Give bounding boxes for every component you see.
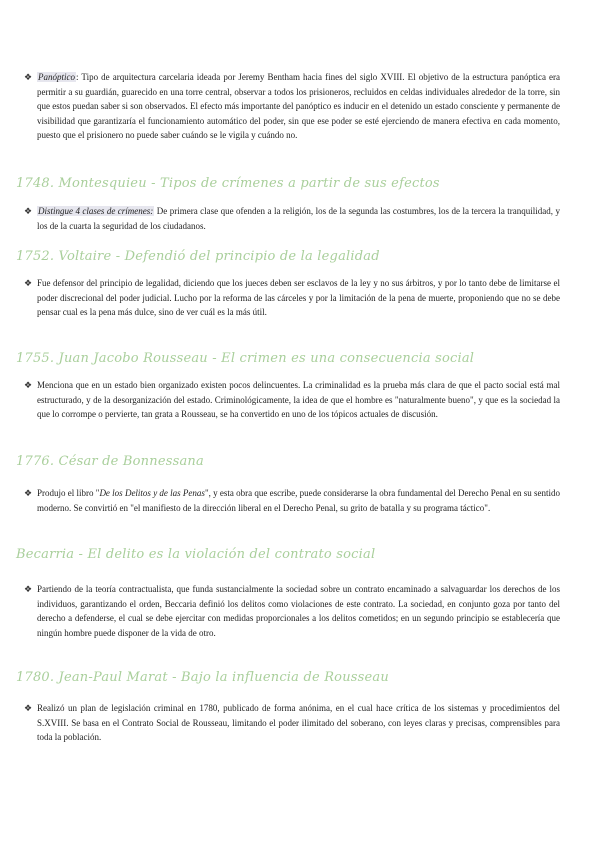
beccaria-heading: Becarria - El delito es la violación del contrato social	[16, 547, 376, 562]
book-title: De los Delitos y de las Penas	[99, 488, 205, 498]
panoptico-text: : Tipo de arquitectura carcelaria ideada por Jeremy Bentham hacia fines del siglo XVIII. El objetivo de la estructura panóptica era permitir a su guardián, guarecido en una torre central, observar a todos los prisioneros, recluidos en celdas individuales alrededor de la torre, sin que estos puedan saber si son observados. El efecto más importante del panóptico es inducir en el detenido un estado consciente y permanente de visibilidad que garantizaría el funcionamiento automático del poder, sin que ese poder se esté ejerciendo de manera efectiva en cada momento, puesto que el prisionero no puede saber cuándo se le vigila y cuándo no.	[37, 72, 560, 141]
bonnessana-heading: 1776. César de Bonnessana	[16, 454, 204, 469]
marat-text: Realizó un plan de legislación criminal en 1780, publicado de forma anónima, en el cual hace crítica de los sistemas y procedimientos del S.XVIII. Se basa en el Contrato Social de Rousseau, limitando el poder ilimitado del soberano, con leyes claras y precisas, comprensibles para toda la población.	[37, 703, 560, 743]
beccaria-text: Partiendo de la teoría contractualista, que funda sustancialmente la sociedad sobre un contrato encaminado a salvaguardar los derechos de los individuos, garantizando el orden, Beccaria definió los delitos como violaciones de este contrato. La sociedad, en conjunto goza por tanto del derecho a defenderse, el cual se debe ejercitar con medidas proporcionales a los delitos cometidos; en un segundo principio se establecería que ningún hombre puede disponer de la vida de otro.	[37, 584, 560, 638]
bullet-icon: ❖	[24, 72, 33, 82]
beccaria-paragraph	[24, 582, 560, 640]
rousseau-text: Menciona que en un estado bien organizado existen pocos delincuentes. La criminalidad es la prueba más clara de que el pacto social está mal estructurado, y de la desorganización del estado. Criminológicamente, la idea de que el hombre es "naturalmente bueno", y que es la sociedad la que lo corrompe o pervierte, tan grata a Rousseau, se ha convertido en uno de los tópicos actuales de discusión.	[37, 380, 560, 420]
montesquieu-paragraph	[24, 204, 560, 233]
bonnessana-text-b: ", y esta obra que escribe, puede considerarse la obra fundamental del Derecho Penal en su sentido moderno. Se convirtió en "el manifiesto de la dirección liberal en el Derecho Penal, su grito de batalla y su programa táctico".	[37, 488, 561, 513]
rousseau-heading: 1755. Juan Jacobo Rousseau - El crimen es una consecuencia social	[16, 351, 475, 366]
montesquieu-heading: 1748. Montesquieu - Tipos de crímenes a partir de sus efectos	[16, 176, 440, 191]
bullet-icon: ❖	[24, 206, 33, 216]
montesquieu-term: Distingue 4 clases de crímenes:	[38, 206, 154, 216]
voltaire-heading: 1752. Voltaire - Defendió del principio de la legalidad	[16, 249, 380, 264]
bullet-icon: ❖	[24, 278, 33, 288]
bullet-icon: ❖	[24, 703, 33, 713]
bonnessana-text-a: Produjo el libro "	[37, 488, 100, 498]
panoptico-term: Panóptico	[38, 72, 75, 82]
bullet-icon: ❖	[24, 380, 33, 390]
voltaire-text: Fue defensor del principio de legalidad, diciendo que los jueces deben ser esclavos de la ley y no sus árbitros, y por lo tanto debe de limitarse el poder discrecional del poder judicial. Lucho por la reforma de las cárceles y por la limitación de la pena de muerte, proponiendo que no se debe pensar cual es la pena más dulce, sino de ver cuál es la más útil.	[37, 278, 560, 318]
panoptico-paragraph	[24, 70, 560, 143]
bullet-icon: ❖	[24, 488, 33, 498]
voltaire-paragraph	[24, 276, 560, 320]
rousseau-paragraph	[24, 378, 560, 422]
marat-heading: 1780. Jean-Paul Marat - Bajo la influencia de Rousseau	[16, 670, 389, 685]
montesquieu-text: De primera clase que ofenden a la religión, los de la segunda las costumbres, los de la tercera la tranquilidad, y los de la cuarta la seguridad de los ciudadanos.	[37, 206, 560, 231]
bonnessana-paragraph	[24, 486, 561, 515]
marat-paragraph	[24, 701, 560, 745]
bullet-icon: ❖	[24, 584, 33, 594]
